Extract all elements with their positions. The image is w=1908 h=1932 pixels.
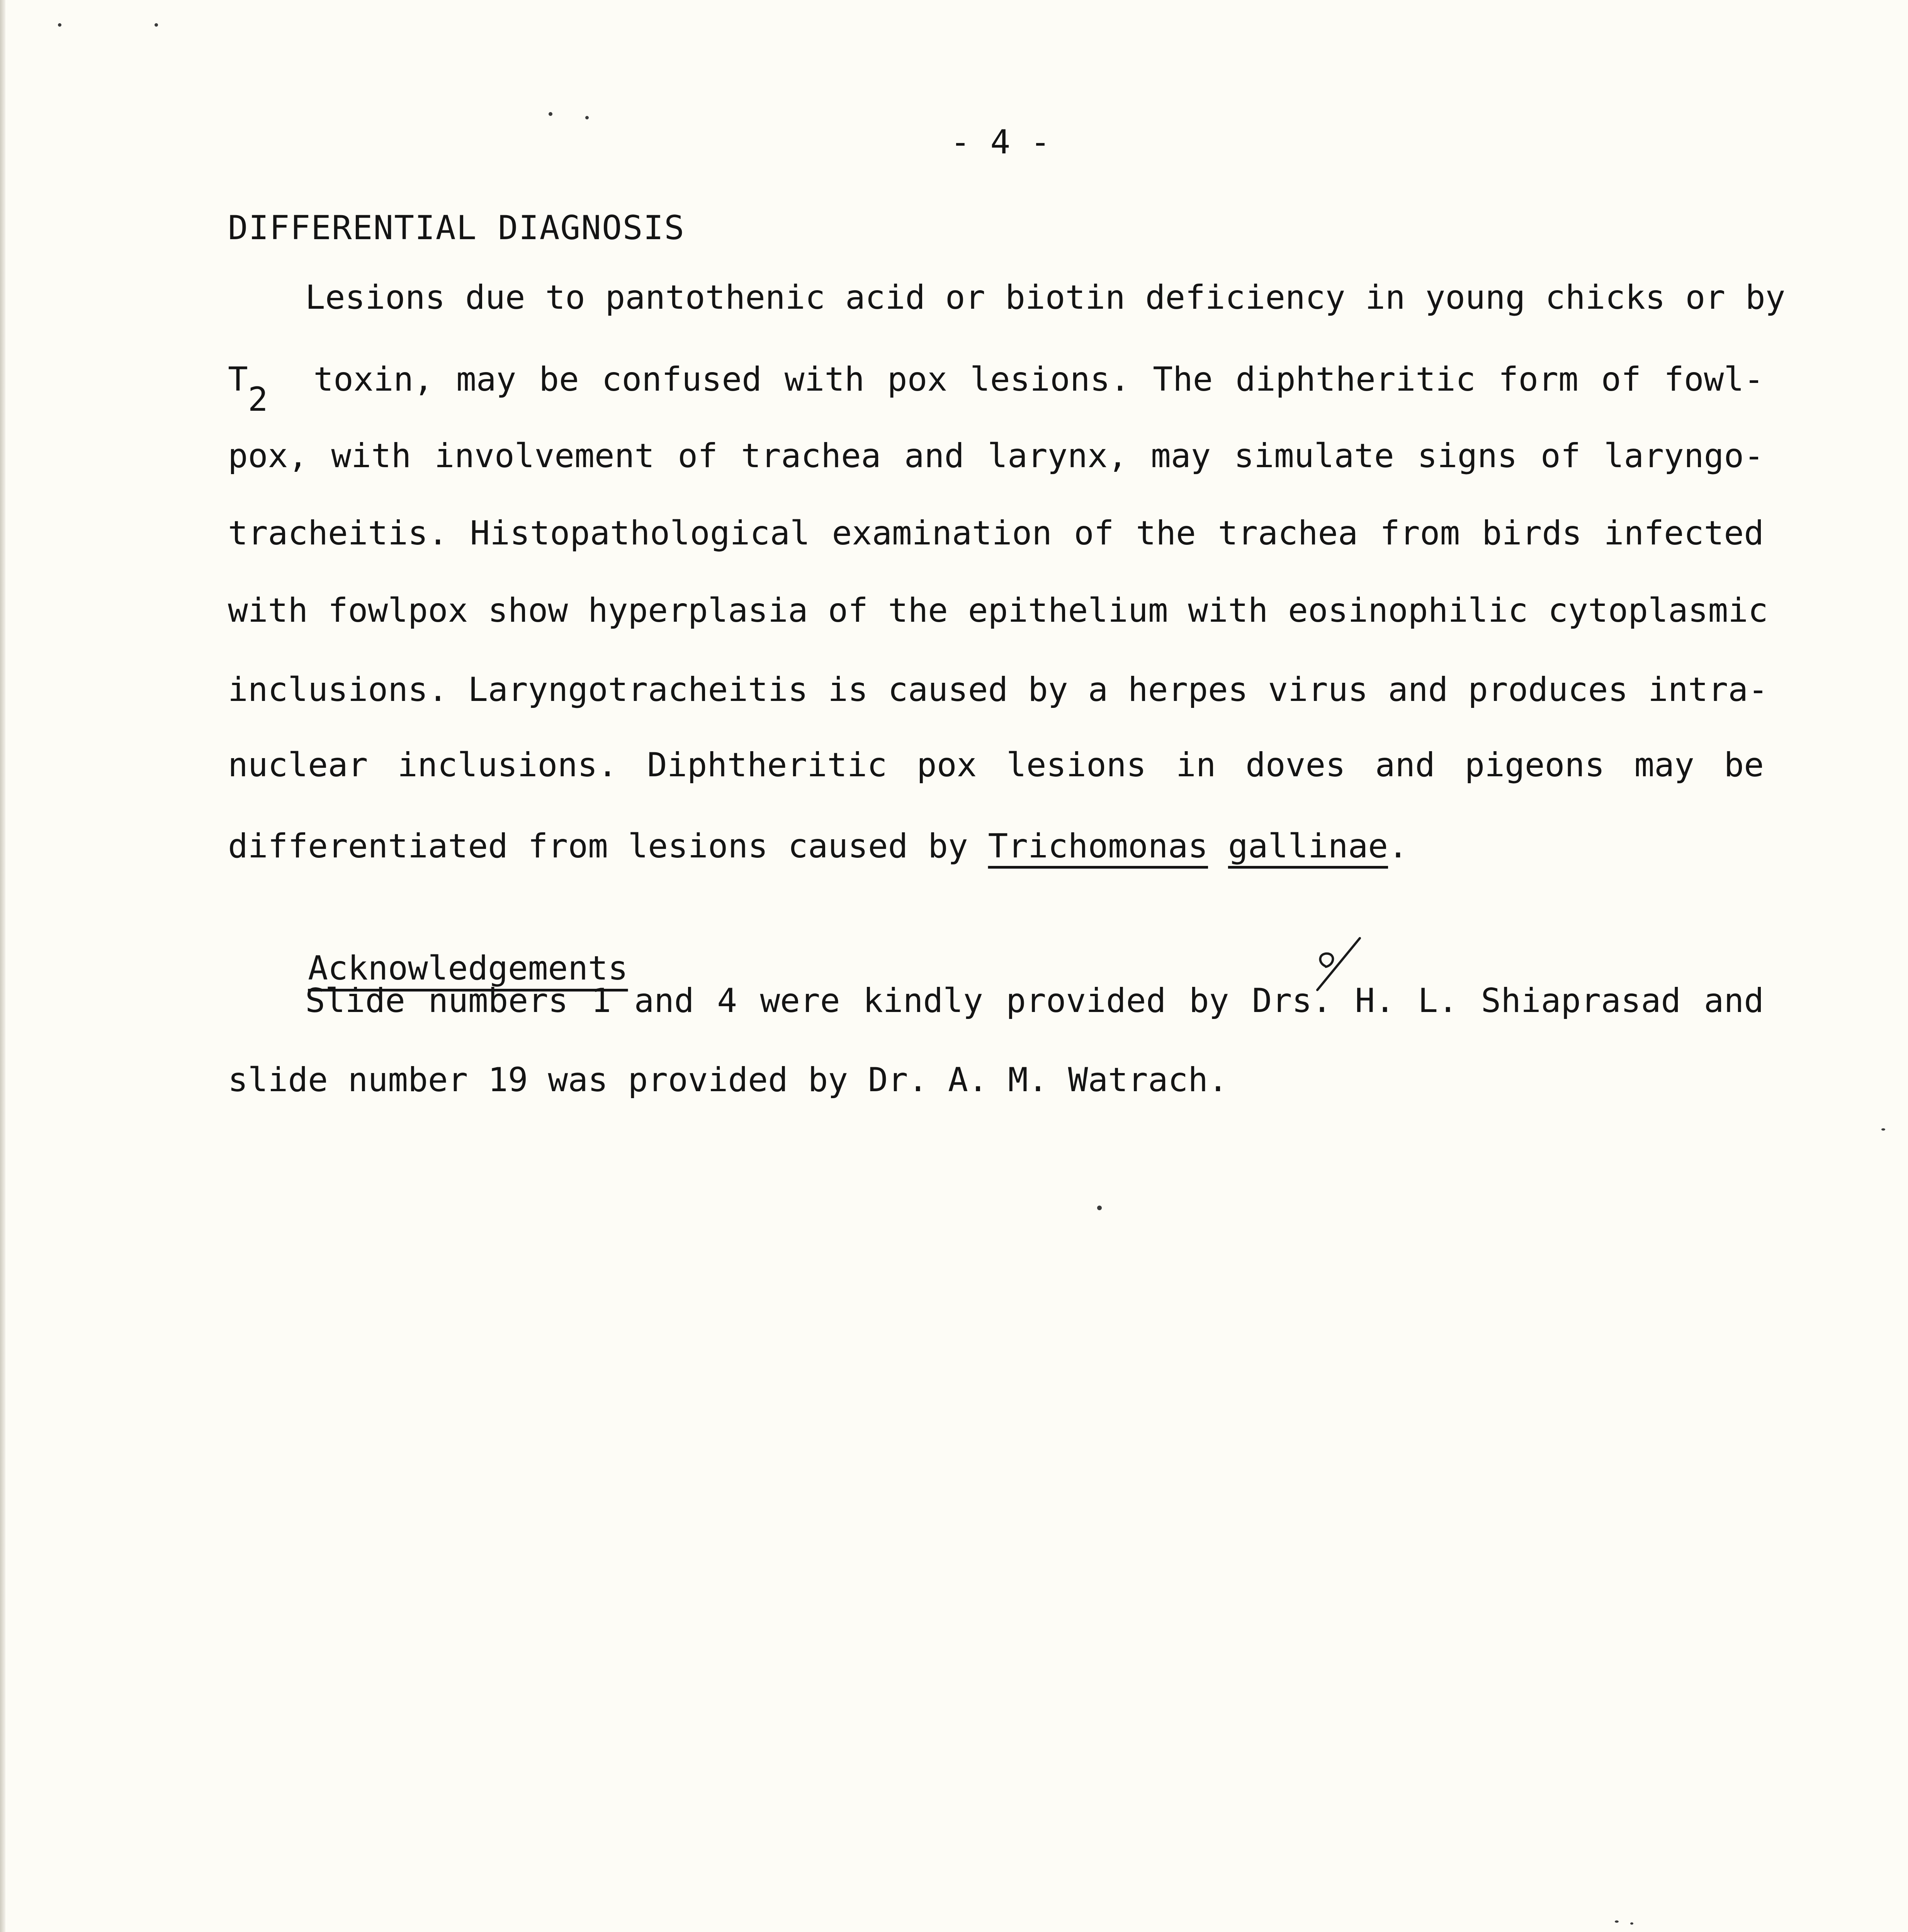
paragraph-line-with-subscript (228, 360, 1764, 419)
organism-species: gallinae (1228, 827, 1388, 866)
paragraph-line: pox, with involvement of trachea and larynx, may simulate signs of laryngo- (228, 437, 1764, 475)
scan-speck (1615, 1920, 1619, 1923)
toxin-symbol: T (228, 360, 248, 399)
paragraph-line: Lesions due to pantothenic acid or biotin deficiency in young chicks or by (305, 278, 1786, 317)
paragraph-line-text: toxin, may be confused with pox lesions. The diphtheritic form of fowl- (313, 360, 1764, 399)
toxin-subscript: 2 (248, 380, 268, 419)
paragraph-line: with fowlpox show hyperplasia of the epithelium with eosinophilic cytoplasmic (228, 591, 1768, 630)
paragraph-line-text: differentiated from lesions caused by (228, 827, 968, 866)
paragraph-final-line (228, 827, 1764, 866)
organism-end: . (1388, 827, 1408, 866)
scan-speck (585, 116, 589, 119)
acknowledgements-heading-text: Acknowledgements (308, 949, 628, 988)
scan-speck (1881, 1128, 1885, 1131)
paragraph-line: inclusions. Laryngotracheitis is caused by a herpes virus and produces intra- (228, 670, 1768, 709)
section-heading: DIFFERENTIAL DIAGNOSIS (228, 209, 685, 247)
scan-speck (58, 23, 61, 27)
organism-genus: Trichomonas (988, 827, 1208, 866)
scan-speck (1097, 1206, 1102, 1210)
scan-speck (1630, 1922, 1633, 1925)
page-number: - 4 - (950, 123, 1050, 162)
handwritten-correction-mark (1302, 935, 1368, 993)
scan-speck (549, 112, 552, 116)
paragraph-line: nuclear inclusions. Diphtheritic pox lesions in doves and pigeons may be (228, 746, 1764, 784)
acknowledgement-line: slide number 19 was provided by Dr. A. M. Watrach. (228, 1061, 1228, 1099)
page-edge-shadow (0, 0, 5, 1932)
acknowledgement-line: Slide numbers 1 and 4 were kindly provided by Drs. H. L. Shiaprasad and (305, 981, 1764, 1020)
paragraph-line: tracheitis. Histopathological examination of the trachea from birds infected (228, 514, 1764, 553)
scan-speck (155, 23, 158, 27)
